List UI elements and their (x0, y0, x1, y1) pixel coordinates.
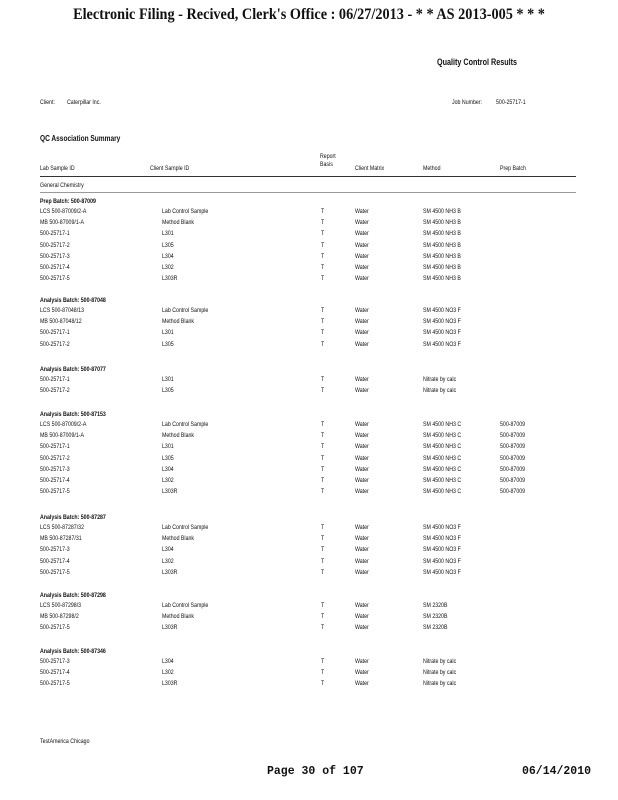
section-title: QC Association Summary (40, 134, 121, 143)
job-label: Job Number: (452, 99, 483, 106)
cell-lab-sample-id: LCS 500-87009/2-A (40, 208, 87, 215)
cell-report-basis: T (321, 465, 325, 473)
cell-client-sample-id: L302 (162, 557, 174, 565)
cell-method: SM 4500 NO3 F (423, 535, 461, 543)
cell-client-sample-id: L305 (162, 387, 174, 395)
cell-client-matrix: Water (355, 524, 369, 531)
col-method: Method (423, 165, 441, 172)
cell-prep-batch: 500-87009 (500, 454, 526, 462)
cell-client-matrix: Water (355, 307, 369, 314)
cell-lab-sample-id: MB 500-87298/2 (40, 613, 79, 621)
batch-title: Analysis Batch: 500-87048 (40, 297, 106, 304)
cell-client-matrix: Water (355, 624, 369, 632)
cell-client-sample-id: Lab Control Sample (162, 602, 209, 609)
cell-report-basis: T (321, 241, 325, 249)
cell-client-matrix: Water (355, 477, 369, 484)
job-number: 500-25717-1 (496, 99, 526, 106)
col-basis: Basis (320, 161, 333, 168)
cell-report-basis: T (321, 329, 325, 337)
cell-lab-sample-id: 500-25717-2 (40, 241, 70, 249)
cell-report-basis: T (321, 318, 325, 326)
cell-report-basis: T (321, 602, 325, 609)
cell-report-basis: T (321, 421, 325, 428)
cell-client-sample-id: L301 (162, 376, 174, 383)
cell-lab-sample-id: 500-25717-2 (40, 454, 70, 462)
cell-method: SM 4500 NH3 B (423, 275, 461, 283)
cell-prep-batch: 500-87009 (500, 465, 526, 473)
cell-method: SM 4500 NH3 B (423, 219, 461, 227)
cell-report-basis: T (321, 546, 325, 554)
cell-report-basis: T (321, 443, 325, 451)
cell-method: Nitrate by calc (423, 376, 457, 383)
col-client-sample-id: Client Sample ID (150, 165, 190, 172)
cell-report-basis: T (321, 275, 325, 283)
cell-method: Nitrate by calc (423, 669, 457, 677)
cell-client-sample-id: L305 (162, 454, 174, 462)
cell-client-matrix: Water (355, 387, 369, 395)
cell-lab-sample-id: 500-25717-5 (40, 680, 70, 688)
cell-lab-sample-id: 500-25717-3 (40, 252, 70, 260)
cell-client-matrix: Water (355, 546, 369, 554)
cell-client-matrix: Water (355, 252, 369, 260)
batch-title: Analysis Batch: 500-87077 (40, 366, 106, 373)
cell-client-matrix: Water (355, 669, 369, 677)
cell-lab-sample-id: LCS 500-87048/13 (40, 307, 84, 314)
cell-client-matrix: Water (355, 488, 369, 496)
cell-lab-sample-id: 500-25717-2 (40, 340, 70, 348)
cell-method: SM 4500 NO3 F (423, 340, 461, 348)
cell-method: SM 4500 NO3 F (423, 524, 461, 531)
cell-client-matrix: Water (355, 208, 369, 215)
cell-client-sample-id: Lab Control Sample (162, 421, 209, 428)
cell-report-basis: T (321, 669, 325, 677)
cell-method: SM 4500 NH3 C (423, 432, 462, 440)
cell-report-basis: T (321, 432, 325, 440)
cell-client-sample-id: L303R (162, 680, 178, 688)
cell-client-sample-id: L301 (162, 443, 174, 451)
filing-stamp: Electronic Filing - Recived, Clerk's Office : 06/27/2013 - * * AS 2013-005 * * * (73, 6, 545, 23)
cell-report-basis: T (321, 613, 325, 621)
cell-report-basis: T (321, 219, 325, 227)
cell-client-matrix: Water (355, 454, 369, 462)
cell-method: Nitrate by calc (423, 680, 457, 688)
cell-client-sample-id: Method Blank (162, 318, 195, 326)
cell-method: SM 4500 NH3 B (423, 264, 461, 271)
cell-client-sample-id: L301 (162, 230, 174, 238)
col-report: Report (320, 153, 336, 160)
cell-client-sample-id: L303R (162, 488, 178, 496)
cell-method: SM 4500 NO3 F (423, 546, 461, 554)
cell-report-basis: T (321, 524, 325, 531)
cell-report-basis: T (321, 477, 325, 484)
cell-prep-batch: 500-87009 (500, 443, 526, 451)
cell-client-matrix: Water (355, 568, 369, 576)
cell-client-sample-id: Lab Control Sample (162, 524, 209, 531)
cell-lab-sample-id: 500-25717-1 (40, 329, 70, 337)
cell-client-sample-id: L303R (162, 275, 178, 283)
cell-client-matrix: Water (355, 613, 369, 621)
cell-method: SM 4500 NH3 C (423, 421, 462, 428)
cell-method: SM 2320B (423, 624, 448, 632)
cell-method: SM 2320B (423, 602, 448, 609)
batch-title: Analysis Batch: 500-87153 (40, 411, 106, 418)
cell-method: SM 4500 NH3 C (423, 443, 462, 451)
header-rule (40, 176, 576, 177)
cell-prep-batch: 500-87009 (500, 477, 526, 484)
cell-client-sample-id: Lab Control Sample (162, 208, 209, 215)
cell-client-matrix: Water (355, 264, 369, 271)
batch-title: Analysis Batch: 500-87287 (40, 514, 106, 521)
cell-client-matrix: Water (355, 376, 369, 383)
cell-prep-batch: 500-87009 (500, 432, 526, 440)
cell-report-basis: T (321, 535, 325, 543)
cell-client-matrix: Water (355, 219, 369, 227)
cell-report-basis: T (321, 680, 325, 688)
cell-client-sample-id: L302 (162, 669, 174, 677)
cell-report-basis: T (321, 340, 325, 348)
client-name: Caterpillar Inc. (67, 99, 101, 106)
cell-report-basis: T (321, 264, 325, 271)
cell-method: SM 4500 NO3 F (423, 568, 461, 576)
cell-method: SM 4500 NH3 C (423, 465, 462, 473)
cell-lab-sample-id: 500-25717-3 (40, 658, 70, 665)
cell-method: SM 4500 NH3 C (423, 454, 462, 462)
batch-title: Prep Batch: 500-87009 (40, 198, 96, 205)
cell-lab-sample-id: LCS 500-87009/2-A (40, 421, 87, 428)
cell-report-basis: T (321, 230, 325, 238)
cell-client-matrix: Water (355, 432, 369, 440)
cell-client-sample-id: Method Blank (162, 432, 195, 440)
cell-client-matrix: Water (355, 275, 369, 283)
cell-report-basis: T (321, 454, 325, 462)
cell-lab-sample-id: 500-25717-1 (40, 376, 70, 383)
cell-lab-sample-id: 500-25717-4 (40, 264, 70, 271)
cell-report-basis: T (321, 376, 325, 383)
cell-report-basis: T (321, 624, 325, 632)
cell-client-sample-id: L303R (162, 568, 178, 576)
cell-client-sample-id: L302 (162, 264, 174, 271)
cell-method: SM 4500 NO3 F (423, 318, 461, 326)
cell-lab-sample-id: 500-25717-4 (40, 669, 70, 677)
cell-client-matrix: Water (355, 535, 369, 543)
batch-title: Analysis Batch: 500-87298 (40, 592, 106, 599)
cell-lab-sample-id: 500-25717-3 (40, 465, 70, 473)
cell-lab-sample-id: 500-25717-2 (40, 387, 70, 395)
cell-lab-sample-id: 500-25717-3 (40, 546, 70, 554)
cell-lab-sample-id: 500-25717-4 (40, 557, 70, 565)
category-label: General Chemistry (40, 182, 84, 189)
lab-name: TestAmerica Chicago (40, 738, 90, 745)
col-prep-batch: Prep Batch (500, 165, 526, 172)
cell-method: SM 4500 NH3 B (423, 241, 461, 249)
cell-lab-sample-id: LCS 500-87287/32 (40, 524, 84, 531)
cell-client-matrix: Water (355, 602, 369, 609)
cell-client-sample-id: Lab Control Sample (162, 307, 209, 314)
cell-lab-sample-id: LCS 500-87298/3 (40, 602, 82, 609)
cell-client-matrix: Water (355, 465, 369, 473)
report-title: Quality Control Results (437, 57, 518, 67)
cell-client-matrix: Water (355, 557, 369, 565)
cell-lab-sample-id: 500-25717-5 (40, 488, 70, 496)
cell-method: SM 4500 NH3 B (423, 252, 461, 260)
cell-lab-sample-id: 500-25717-1 (40, 443, 70, 451)
cell-report-basis: T (321, 307, 325, 314)
cell-client-matrix: Water (355, 680, 369, 688)
cell-report-basis: T (321, 557, 325, 565)
cell-client-matrix: Water (355, 421, 369, 428)
cell-client-matrix: Water (355, 241, 369, 249)
category-rule (40, 192, 576, 193)
cell-method: Nitrate by calc (423, 658, 457, 665)
page-number: Page 30 of 107 (267, 765, 364, 778)
cell-client-sample-id: L305 (162, 340, 174, 348)
cell-method: SM 4500 NH3 C (423, 477, 462, 484)
cell-report-basis: T (321, 658, 325, 665)
cell-client-sample-id: L305 (162, 241, 174, 249)
cell-report-basis: T (321, 568, 325, 576)
cell-client-matrix: Water (355, 340, 369, 348)
cell-method: SM 2320B (423, 613, 448, 621)
cell-lab-sample-id: MB 500-87048/12 (40, 318, 82, 326)
cell-client-sample-id: Method Blank (162, 613, 195, 621)
cell-client-sample-id: L304 (162, 658, 174, 665)
cell-method: SM 4500 NO3 F (423, 557, 461, 565)
cell-prep-batch: 500-87009 (500, 488, 526, 496)
cell-lab-sample-id: 500-25717-5 (40, 568, 70, 576)
cell-client-matrix: Water (355, 329, 369, 337)
cell-client-sample-id: Method Blank (162, 535, 195, 543)
client-label: Client: (40, 99, 55, 106)
cell-client-matrix: Water (355, 230, 369, 238)
col-client-matrix: Client Matrix (355, 165, 385, 172)
cell-method: SM 4500 NH3 C (423, 488, 462, 496)
cell-lab-sample-id: 500-25717-4 (40, 477, 70, 484)
cell-lab-sample-id: 500-25717-5 (40, 624, 70, 632)
cell-client-matrix: Water (355, 658, 369, 665)
cell-report-basis: T (321, 387, 325, 395)
col-lab-sample-id: Lab Sample ID (40, 165, 75, 172)
cell-client-sample-id: L304 (162, 546, 174, 554)
cell-client-sample-id: L303R (162, 624, 178, 632)
cell-prep-batch: 500-87009 (500, 421, 526, 428)
cell-client-sample-id: Method Blank (162, 219, 195, 227)
cell-report-basis: T (321, 252, 325, 260)
cell-method: Nitrate by calc (423, 387, 457, 395)
batch-title: Analysis Batch: 500-87346 (40, 648, 106, 655)
cell-lab-sample-id: MB 500-87287/31 (40, 535, 82, 543)
cell-method: SM 4500 NH3 B (423, 230, 461, 238)
cell-client-matrix: Water (355, 443, 369, 451)
cell-method: SM 4500 NH3 B (423, 208, 461, 215)
cell-client-sample-id: L304 (162, 465, 174, 473)
cell-lab-sample-id: MB 500-87009/1-A (40, 219, 84, 227)
cell-client-matrix: Water (355, 318, 369, 326)
report-date: 06/14/2010 (522, 765, 592, 778)
cell-client-sample-id: L302 (162, 477, 174, 484)
cell-report-basis: T (321, 208, 325, 215)
cell-lab-sample-id: 500-25717-5 (40, 275, 70, 283)
cell-client-sample-id: L304 (162, 252, 174, 260)
cell-lab-sample-id: 500-25717-1 (40, 230, 70, 238)
cell-report-basis: T (321, 488, 325, 496)
cell-method: SM 4500 NO3 F (423, 329, 461, 337)
cell-client-sample-id: L301 (162, 329, 174, 337)
cell-lab-sample-id: MB 500-87009/1-A (40, 432, 84, 440)
cell-method: SM 4500 NO3 F (423, 307, 461, 314)
